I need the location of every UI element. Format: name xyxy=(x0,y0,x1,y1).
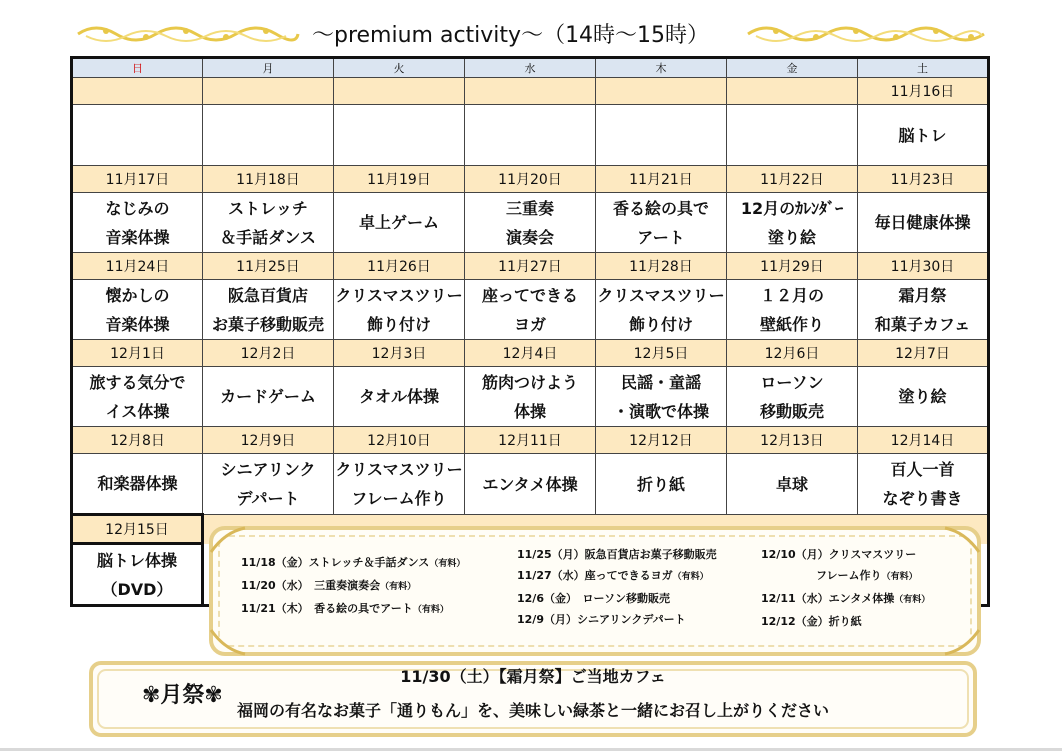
weekday-cell: 日 xyxy=(72,58,203,78)
activity-cell: 12月のｶﾚﾝﾀﾞｰ 塗り絵 xyxy=(727,193,858,253)
activity-cell: カードゲーム xyxy=(203,367,334,427)
date-row xyxy=(72,166,989,193)
date-cell: 12月12日 xyxy=(596,427,727,454)
note-item xyxy=(517,609,717,630)
date-row xyxy=(72,78,989,105)
date-cell: 11月18日 xyxy=(203,166,334,193)
note-text: 11/25（月）阪急百貨店お菓子移動販売 xyxy=(517,548,717,561)
activity-cell: 百人一首 なぞり書き xyxy=(858,454,989,515)
date-cell: 11月28日 xyxy=(596,253,727,280)
date-cell xyxy=(203,78,334,105)
date-cell: 11月16日 xyxy=(858,78,989,105)
activity-cell: タオル体操 xyxy=(334,367,465,427)
activity-cell: 和楽器体操 xyxy=(72,454,203,515)
date-cell: 11月20日 xyxy=(465,166,596,193)
weekday-cell: 水 xyxy=(465,58,596,78)
paid-tag: （有料） xyxy=(672,572,709,582)
paid-tag: （有料） xyxy=(380,582,417,592)
date-cell: 12月5日 xyxy=(596,340,727,367)
date-cell: 12月1日 xyxy=(72,340,203,367)
note-text: 12/9（月）シニアリンクデパート xyxy=(517,613,686,626)
activity-cell: 卓上ゲーム xyxy=(334,193,465,253)
note-item xyxy=(241,575,465,598)
date-cell: 11月24日 xyxy=(72,253,203,280)
left-ornament-icon xyxy=(76,22,301,46)
activity-cell: 三重奏 演奏会 xyxy=(465,193,596,253)
notes-box xyxy=(205,522,985,660)
date-cell xyxy=(596,78,727,105)
activity-cell: 座ってできる ヨガ xyxy=(465,280,596,340)
date-cell xyxy=(334,78,465,105)
date-cell: 11月17日 xyxy=(72,166,203,193)
date-cell xyxy=(727,78,858,105)
note-text: 11/18（金）ストレッチ＆手話ダンス xyxy=(241,556,430,569)
note-text: 11/20（水） 三重奏演奏会 xyxy=(241,579,381,592)
note-text: 12/11（水）エンタメ体操 xyxy=(761,592,895,605)
activity-cell: シニアリンク デパート xyxy=(203,454,334,515)
activity-row xyxy=(72,193,989,253)
festival-description: 福岡の有名なお菓子「通りもん」を、美味しい緑茶と一緒にお召し上がりください xyxy=(236,701,829,720)
date-cell: 12月15日 xyxy=(72,515,203,544)
note-text: 11/27（水）座ってできるヨガ xyxy=(517,569,673,582)
activity-cell: 毎日健康体操 xyxy=(858,193,989,253)
note-item xyxy=(761,565,930,588)
activity-cell xyxy=(596,105,727,166)
festival-headline: 11/30（土）【霜月祭】ご当地カフェ xyxy=(400,667,666,686)
notes-column-1 xyxy=(241,552,465,621)
date-cell: 11月26日 xyxy=(334,253,465,280)
date-cell: 11月21日 xyxy=(596,166,727,193)
notes-column-2 xyxy=(517,544,717,630)
activity-cell: 筋肉つけよう 体操 xyxy=(465,367,596,427)
date-cell: 12月7日 xyxy=(858,340,989,367)
date-cell xyxy=(465,78,596,105)
page-title: ～premium activity～（14時～15時） xyxy=(312,23,710,48)
activity-cell: 旅する気分で イス体操 xyxy=(72,367,203,427)
activity-cell: 懐かしの 音楽体操 xyxy=(72,280,203,340)
date-cell: 12月3日 xyxy=(334,340,465,367)
date-cell: 11月23日 xyxy=(858,166,989,193)
activity-cell xyxy=(203,105,334,166)
note-text: 12/12（金）折り紙 xyxy=(761,615,862,628)
note-item xyxy=(241,552,465,575)
note-text: 12/10（月）クリスマスツリー xyxy=(761,548,917,561)
notes-column-3 xyxy=(761,544,930,632)
date-cell xyxy=(72,78,203,105)
activity-cell: 脳トレ体操 （DVD） xyxy=(72,544,203,606)
festival-label: ✾月祭✾ xyxy=(142,683,223,708)
activity-cell: 民謡・童謡 ・演歌で体操 xyxy=(596,367,727,427)
date-row xyxy=(72,253,989,280)
activity-cell xyxy=(334,105,465,166)
date-cell: 12月13日 xyxy=(727,427,858,454)
date-cell: 11月29日 xyxy=(727,253,858,280)
activity-cell: １２月の 壁紙作り xyxy=(727,280,858,340)
date-row xyxy=(72,427,989,454)
activity-row xyxy=(72,454,989,515)
festival-banner xyxy=(88,660,978,738)
date-cell: 12月11日 xyxy=(465,427,596,454)
activity-row xyxy=(72,367,989,427)
date-cell: 12月8日 xyxy=(72,427,203,454)
note-item xyxy=(517,544,717,565)
date-row xyxy=(72,340,989,367)
note-item xyxy=(517,565,717,588)
weekday-cell: 火 xyxy=(334,58,465,78)
date-cell: 11月27日 xyxy=(465,253,596,280)
date-cell: 12月14日 xyxy=(858,427,989,454)
date-cell: 12月9日 xyxy=(203,427,334,454)
activity-cell: エンタメ体操 xyxy=(465,454,596,515)
weekday-cell: 金 xyxy=(727,58,858,78)
date-cell: 12月2日 xyxy=(203,340,334,367)
note-item xyxy=(761,588,930,611)
activity-cell: 霜月祭 和菓子カフェ xyxy=(858,280,989,340)
paid-tag: （有料） xyxy=(412,605,449,615)
activity-cell xyxy=(727,105,858,166)
note-text: フレーム作り xyxy=(761,569,882,582)
note-item xyxy=(761,544,930,565)
activity-cell: 香る絵の具で アート xyxy=(596,193,727,253)
activity-row xyxy=(72,105,989,166)
weekday-header-row xyxy=(72,58,989,78)
date-cell: 11月30日 xyxy=(858,253,989,280)
paid-tag: （有料） xyxy=(429,559,466,569)
note-item xyxy=(241,598,465,621)
activity-cell: クリスマスツリー 飾り付け xyxy=(596,280,727,340)
activity-cell: クリスマスツリー フレーム作り xyxy=(334,454,465,515)
note-text: 11/21（木） 香る絵の具でアート xyxy=(241,602,413,615)
date-cell: 12月10日 xyxy=(334,427,465,454)
activity-cell: 折り紙 xyxy=(596,454,727,515)
date-cell: 11月19日 xyxy=(334,166,465,193)
activity-cell: 脳トレ xyxy=(858,105,989,166)
activity-cell: 卓球 xyxy=(727,454,858,515)
activity-cell: ストレッチ ＆手話ダンス xyxy=(203,193,334,253)
note-text: 12/6（金） ローソン移動販売 xyxy=(517,592,671,605)
header xyxy=(0,10,1062,50)
date-cell: 12月6日 xyxy=(727,340,858,367)
activity-cell: ローソン 移動販売 xyxy=(727,367,858,427)
date-cell: 11月25日 xyxy=(203,253,334,280)
note-item xyxy=(761,611,930,632)
paid-tag: （有料） xyxy=(894,595,931,605)
note-item xyxy=(517,588,717,609)
weekday-cell: 月 xyxy=(203,58,334,78)
weekday-cell: 土 xyxy=(858,58,989,78)
activity-cell: 阪急百貨店 お菓子移動販売 xyxy=(203,280,334,340)
activity-cell: なじみの 音楽体操 xyxy=(72,193,203,253)
activity-cell: 塗り絵 xyxy=(858,367,989,427)
activity-cell: クリスマスツリー 飾り付け xyxy=(334,280,465,340)
activity-cell xyxy=(465,105,596,166)
date-cell: 11月22日 xyxy=(727,166,858,193)
right-ornament-icon xyxy=(746,22,986,46)
weekday-cell: 木 xyxy=(596,58,727,78)
activity-row xyxy=(72,280,989,340)
activity-cell xyxy=(72,105,203,166)
paid-tag: （有料） xyxy=(881,572,918,582)
date-cell: 12月4日 xyxy=(465,340,596,367)
